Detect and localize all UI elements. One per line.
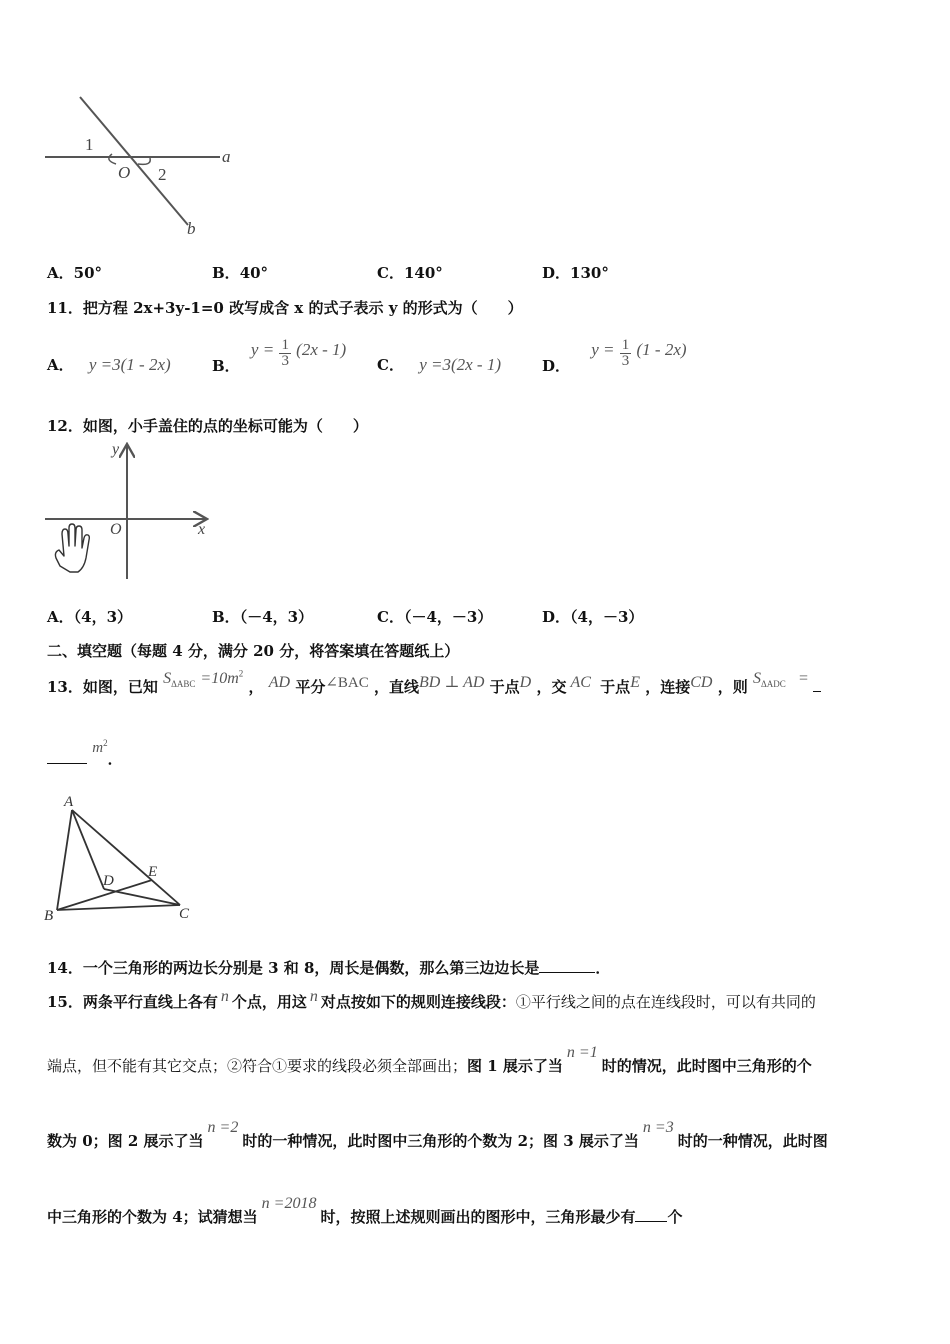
q13-text: 平分 bbox=[295, 678, 326, 696]
q15-n2: n =2 bbox=[207, 1119, 239, 1136]
q10-option-d[interactable] bbox=[542, 262, 609, 283]
q13-answer-blank[interactable] bbox=[813, 691, 821, 692]
option-text: 40° bbox=[239, 264, 269, 282]
label-y: y bbox=[112, 441, 120, 458]
q13-angle: ∠BAC bbox=[325, 675, 369, 691]
angle-1-arc bbox=[109, 154, 116, 164]
q15-line2 bbox=[47, 1044, 812, 1076]
q13-s-adc: $S_{\Delta ADC}$ bbox=[752, 670, 786, 690]
q15-text: 图 1 展示了当 bbox=[467, 1057, 563, 1075]
q12-figure bbox=[40, 436, 220, 586]
q12-option-b[interactable] bbox=[212, 606, 313, 627]
q15-text: 个点，用这 bbox=[231, 993, 307, 1011]
option-fraction bbox=[279, 338, 291, 369]
q13-cd: CD bbox=[690, 674, 713, 691]
q13-s-adc-sub: ΔADC bbox=[760, 679, 786, 690]
option-text: （－4，－3） bbox=[403, 608, 493, 626]
q13-eq: = bbox=[798, 670, 808, 687]
q14 bbox=[47, 957, 610, 978]
option-text: （4，3） bbox=[73, 608, 133, 626]
q13-unit: $m^2$ bbox=[92, 738, 108, 756]
q11-option-a[interactable] bbox=[47, 354, 171, 375]
q15-text: 对点按如下的规则连接线段： bbox=[320, 993, 516, 1011]
option-text: （－4，3） bbox=[239, 608, 314, 626]
label-b: b bbox=[187, 219, 196, 238]
fraction-numerator: 1 bbox=[281, 337, 289, 353]
option-letter: A． bbox=[47, 356, 74, 374]
q15-text: 个 bbox=[667, 1208, 683, 1226]
q15-n3: n =3 bbox=[642, 1119, 674, 1136]
q13-text: ， bbox=[248, 678, 264, 696]
q13-bd-ad: BD ⊥ AD bbox=[419, 674, 485, 691]
label-angle-2: 2 bbox=[158, 165, 167, 184]
q15-line4 bbox=[47, 1195, 683, 1227]
option-text: 130° bbox=[570, 264, 609, 282]
option-letter: C． bbox=[377, 264, 404, 282]
q11-option-c[interactable] bbox=[377, 354, 501, 375]
q15-text: 时，按照上述规则画出的图形中，三角形最少有 bbox=[320, 1208, 636, 1226]
segment-ac bbox=[72, 810, 180, 905]
q15-text: 数为 0；图 2 展示了当 bbox=[47, 1132, 204, 1150]
angle-2-arc bbox=[138, 158, 150, 164]
q10-option-b[interactable] bbox=[212, 262, 268, 283]
option-letter: C． bbox=[377, 608, 404, 626]
q13-sq: 2 bbox=[238, 668, 244, 679]
label-angle-1: 1 bbox=[85, 135, 94, 154]
label-x: x bbox=[198, 521, 206, 538]
segment-ad bbox=[72, 810, 104, 889]
q15-text: 时的情况，此时图中三角形的个 bbox=[601, 1057, 812, 1075]
q15-line1 bbox=[47, 988, 816, 1012]
label-o: O bbox=[110, 521, 122, 538]
q13-line2 bbox=[47, 738, 123, 769]
q15-text: ①平行线之间的点在连线段时，可以有共同的 bbox=[515, 993, 816, 1011]
q13-figure bbox=[40, 790, 210, 930]
q15-answer-blank[interactable] bbox=[635, 1221, 667, 1222]
fraction-denominator: 3 bbox=[281, 353, 289, 369]
q10-figure bbox=[40, 92, 250, 242]
q15-n: n bbox=[309, 988, 318, 1005]
q12-stem: 12．如图，小手盖住的点的坐标可能为（ ） bbox=[47, 417, 368, 435]
q13-line1 bbox=[47, 668, 821, 698]
label-a: a bbox=[222, 147, 231, 166]
option-letter: D． bbox=[542, 264, 571, 282]
option-lhs: y = bbox=[250, 339, 275, 359]
q15-text: 时的一种情况，此时图 bbox=[677, 1132, 828, 1150]
label-c: C bbox=[179, 906, 190, 922]
segment-cd bbox=[104, 889, 180, 905]
line-b bbox=[80, 97, 188, 225]
q13-ad: AD bbox=[268, 674, 291, 691]
q13-text: 13．如图，已知 bbox=[47, 678, 158, 696]
q15-text: 中三角形的个数为 4；试猜想当 bbox=[47, 1208, 258, 1226]
q13-text: ，直线 bbox=[373, 678, 419, 696]
q13-s-abc-sub: ΔABC bbox=[171, 679, 196, 690]
option-letter: D． bbox=[542, 357, 571, 375]
q11-option-b[interactable] bbox=[212, 337, 347, 375]
q13-d: D bbox=[519, 674, 532, 691]
label-a: A bbox=[64, 794, 74, 810]
option-text: 140° bbox=[403, 264, 443, 282]
option-letter: B． bbox=[212, 357, 240, 375]
label-o: O bbox=[118, 163, 131, 182]
q10-option-a[interactable] bbox=[47, 262, 102, 283]
q14-answer-blank[interactable] bbox=[539, 972, 595, 973]
section-title: 二、填空题（每题 4 分，满分 20 分，将答案填在答题纸上） bbox=[47, 642, 460, 660]
q13-ac: AC bbox=[570, 674, 591, 691]
option-letter: B． bbox=[212, 264, 240, 282]
q15-n2018: n =2018 bbox=[261, 1195, 317, 1212]
option-lhs: y = bbox=[591, 339, 615, 359]
q12-option-c[interactable] bbox=[377, 606, 492, 627]
option-text: 50° bbox=[73, 264, 103, 282]
option-text: （4，－3） bbox=[570, 608, 644, 626]
option-letter: D． bbox=[542, 608, 571, 626]
q15-text: 15．两条平行直线上各有 bbox=[47, 993, 218, 1011]
option-fraction bbox=[620, 338, 632, 369]
segment-bc bbox=[57, 905, 180, 910]
option-letter: A． bbox=[47, 264, 74, 282]
label-e: E bbox=[148, 864, 158, 880]
q13-end: ． bbox=[107, 750, 123, 768]
q11-stem: 11．把方程 2x+3y-1=0 改写成含 x 的式子表示 y 的形式为（ ） bbox=[47, 299, 523, 317]
q12-option-d[interactable] bbox=[542, 606, 643, 627]
q13-answer-blank-cont[interactable] bbox=[47, 763, 87, 764]
hand-icon bbox=[55, 524, 89, 572]
q13-text: ，连接 bbox=[645, 678, 691, 696]
option-letter: A． bbox=[47, 608, 74, 626]
option-rhs: (1 - 2x) bbox=[636, 339, 687, 359]
label-d: D bbox=[103, 873, 114, 889]
q15-text: 端点，但不能有其它交点；②符合①要求的线段必须全部画出； bbox=[47, 1057, 468, 1075]
fraction-denominator: 3 bbox=[621, 353, 630, 369]
option-expr: y =3(2x - 1) bbox=[419, 355, 501, 374]
q11-option-d[interactable] bbox=[542, 337, 687, 375]
q15-line3 bbox=[47, 1119, 828, 1151]
option-letter: C． bbox=[377, 356, 404, 374]
option-rhs: (2x - 1) bbox=[296, 339, 347, 359]
q13-e: E bbox=[630, 674, 640, 691]
q12-option-a[interactable] bbox=[47, 606, 132, 627]
q10-option-c[interactable] bbox=[377, 262, 443, 283]
option-expr: y =3(1 - 2x) bbox=[88, 355, 171, 374]
option-letter: B． bbox=[212, 608, 240, 626]
q13-text: ，则 bbox=[717, 678, 748, 696]
q15-text: 时的一种情况，此时图中三角形的个数为 2；图 3 展示了当 bbox=[242, 1132, 639, 1150]
label-b: B bbox=[44, 908, 54, 924]
q13-s-abc: $S_{\Delta ABC} =10m^2$ bbox=[163, 668, 244, 690]
q15-n1: n =1 bbox=[566, 1044, 598, 1061]
q14-end: ． bbox=[595, 959, 611, 977]
q13-text: 于点 bbox=[600, 678, 631, 696]
q13-text: ，交 bbox=[536, 678, 567, 696]
q13-unit-sq: 2 bbox=[103, 738, 108, 748]
segment-ab bbox=[57, 810, 72, 910]
q15-n: n bbox=[220, 988, 229, 1005]
q14-text: 14．一个三角形的两边长分别是 3 和 8，周长是偶数，那么第三边边长是 bbox=[47, 959, 540, 977]
q13-text: 于点 bbox=[489, 678, 520, 696]
fraction-numerator: 1 bbox=[621, 337, 630, 353]
